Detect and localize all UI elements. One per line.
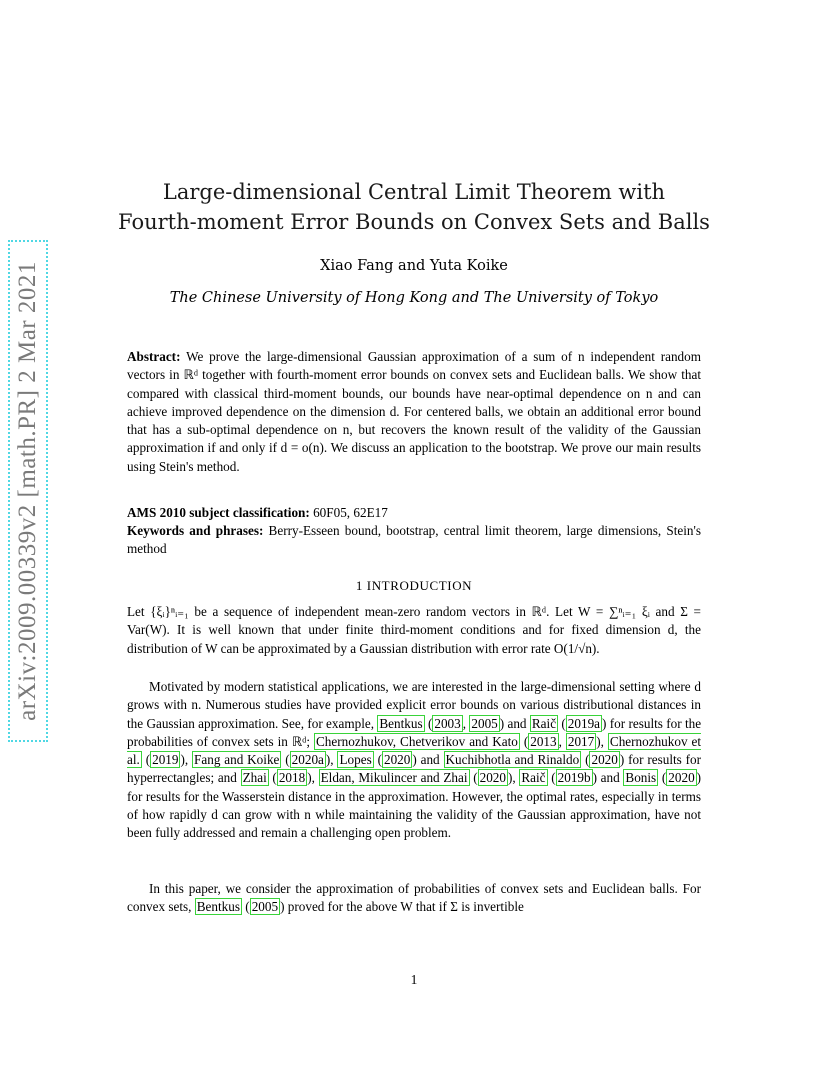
citation-link[interactable]: Raič — [521, 770, 546, 786]
text: , — [558, 733, 562, 749]
intro-paragraph-3 — [127, 880, 701, 917]
text: ( — [245, 899, 250, 915]
text: ( — [661, 770, 667, 786]
intro-paragraph-1: Let {ξᵢ}ⁿᵢ₌₁ be a sequence of independent mean-zero random vectors in ℝᵈ. Let W = ∑ⁿᵢ₌₁ ξᵢ and Σ = Var(W). It is well known that under finite third-moment conditions and for fixed dimension d, the distribution of W can be approximated by a Gaussian distribution with error rate O(1/√n). — [127, 604, 701, 656]
keywords — [127, 522, 701, 559]
affiliation: The Chinese University of Hong Kong and The University of Tokyo — [169, 290, 659, 306]
citation-link[interactable]: 2005 — [251, 899, 279, 915]
text: ( — [523, 733, 529, 749]
keywords-label: Keywords and phrases: — [127, 523, 264, 538]
text: ( — [377, 752, 382, 768]
text: ) for results for the Wasserstein distance in the approximation. However, the optimal rates, especially in terms of how rapidly d can grow with n while maintaining the validity of the Gaussian approximation, have not been fully addressed and remain a challenging open problem. — [127, 770, 702, 841]
intro-paragraph-2 — [127, 678, 701, 843]
citation-link[interactable]: 2005 — [471, 715, 498, 731]
arxiv-stamp — [8, 240, 48, 742]
paper-title-line-2: Fourth-moment Error Bounds on Convex Sets and Balls — [118, 210, 710, 234]
citation-link[interactable]: Bentkus — [379, 715, 423, 731]
page-number: 1 — [410, 972, 418, 987]
text: Motivated by modern statistical applications, we are interested in the large-dimensional setting where d grows with n. Numerous studies have provided explicit error bounds on various distributional distances in the Gaussian approximation. See, for example, — [127, 679, 701, 731]
text: ), — [307, 770, 315, 786]
text: ), — [507, 770, 516, 786]
text: ) for results for the probabilities of convex sets in ℝᵈ; — [127, 715, 702, 749]
citation-link[interactable]: Kuchibhotla and Rinaldo — [445, 752, 580, 768]
text: ( — [427, 715, 433, 731]
citation-link[interactable]: Lopes — [339, 752, 372, 768]
text: ( — [145, 752, 151, 768]
abstract — [127, 348, 701, 476]
text: ) and — [499, 715, 527, 731]
keywords-text: Berry-Esseen bound, bootstrap, central limit theorem, large dimensions, Stein's method — [127, 523, 701, 557]
citation-link[interactable]: Bentkus — [196, 899, 240, 915]
citation-link[interactable]: 2019b — [557, 770, 591, 786]
arxiv-identifier: arXiv:2009.00339v2 [math.PR] 2 Mar 2021 — [14, 261, 41, 721]
citation-link[interactable]: 2017 — [567, 733, 595, 749]
text: ), — [180, 752, 189, 768]
text: In this paper, we consider the approximation of probabilities of convex sets and Euclidean balls. For convex sets, — [127, 881, 701, 915]
section-heading: 1 INTRODUCTION — [355, 578, 473, 593]
text: ( — [551, 770, 556, 786]
text: ( — [285, 752, 290, 768]
ams-classification — [127, 504, 701, 522]
text: ( — [561, 715, 566, 731]
citation-link[interactable]: 2013 — [530, 733, 557, 749]
text: ) proved for the above W that if Σ is invertible — [280, 899, 524, 915]
text: ), — [325, 752, 334, 768]
ams-label: AMS 2010 subject classification: — [127, 505, 310, 520]
citation-link[interactable]: 2020 — [591, 752, 618, 768]
citation-link[interactable]: Fang and Koike — [194, 752, 280, 768]
abstract-text: We prove the large-dimensional Gaussian approximation of a sum of n independent random vectors in ℝᵈ together with fourth-moment error bounds on convex sets and Euclidean balls. We show that compared with classical third-moment bounds, our bounds have near-optimal dependence on n and can achieve improved dependence on the dimension d. For centered balls, we obtain an additional error bound that has a sub-optimal dependence on n, but recovers the known result of the validity of the Gaussian approximation if and only if d = o(n). We discuss an application to the bootstrap. We prove our main results using Stein's method. — [127, 349, 701, 474]
citation-link[interactable]: 2018 — [278, 770, 306, 786]
text: ) for results for hyperrectangles; and — [127, 752, 702, 786]
citation-link[interactable]: Raič — [531, 715, 557, 731]
citation-link[interactable]: 2020 — [383, 752, 411, 768]
text: ) and — [412, 752, 440, 768]
abstract-label: Abstract: — [127, 349, 181, 364]
citation-link[interactable]: Zhai — [242, 770, 267, 786]
citation-link[interactable]: 2020 — [668, 770, 695, 786]
authors: Xiao Fang and Yuta Koike — [320, 258, 508, 274]
citation-link[interactable]: Chernozhukov et al. — [127, 733, 702, 768]
text: ( — [473, 770, 478, 786]
text: ) and — [592, 770, 620, 786]
citation-link[interactable]: 2020a — [291, 752, 324, 768]
text: , — [462, 715, 467, 731]
paper-title-line-1: Large-dimensional Central Limit Theorem with — [162, 180, 666, 204]
citation-link[interactable]: 2019a — [567, 715, 601, 731]
citation-link[interactable]: 2003 — [434, 715, 461, 731]
citation-link[interactable]: Eldan, Mikulincer and Zhai — [320, 770, 468, 786]
citation-link[interactable]: Bonis — [625, 770, 657, 786]
citation-link[interactable]: 2019 — [152, 752, 179, 768]
citation-link[interactable]: 2020 — [479, 770, 506, 786]
text: ( — [272, 770, 277, 786]
text: ( — [585, 752, 590, 768]
text: ), — [596, 733, 604, 749]
citation-link[interactable]: Chernozhukov, Chetverikov and Kato — [316, 733, 518, 749]
ams-codes: 60F05, 62E17 — [313, 505, 388, 520]
